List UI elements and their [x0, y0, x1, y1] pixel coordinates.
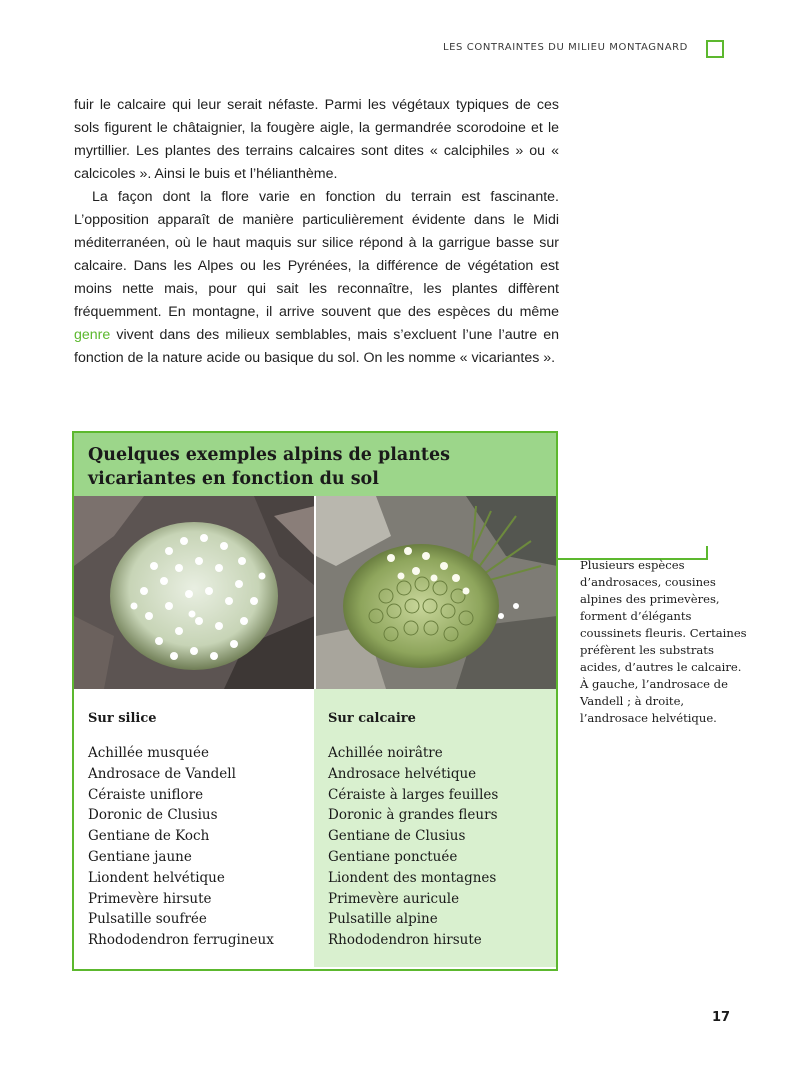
body-text	[74, 94, 559, 370]
running-header: LES CONTRAINTES DU MILIEU MONTAGNARD	[442, 42, 688, 53]
silice-heading: Sur silice	[88, 711, 157, 726]
list-item: Achillée noirâtre	[328, 745, 443, 761]
silice-column	[74, 689, 314, 967]
list-item: Gentiane de Clusius	[328, 828, 466, 845]
list-item: Rhododendron hirsute	[328, 932, 482, 949]
list-item: Liondent des montagnes	[328, 869, 497, 886]
list-item: Primevère auricule	[328, 890, 460, 907]
list-item: Gentiane ponctuée	[328, 848, 458, 865]
paragraph-1: fuir le calcaire qui leur serait néfaste. Parmi les végétaux typiques de ces sols figurent le châtaignier, la fougère aigle, la germandrée scorodoine et le myrtillier. Les plantes des terrains calcaires sont dites « calciphiles » ou « calcicoles ». Ainsi le buis et l’hélianthème.	[74, 97, 559, 182]
list-item: Liondent helvétique	[88, 869, 225, 886]
calcaire-list	[328, 743, 556, 951]
photo-strip	[74, 496, 556, 689]
header-square-ornament	[706, 40, 724, 58]
paragraph-2	[74, 186, 559, 370]
list-item: Androsace de Vandell	[88, 765, 236, 782]
list-item: Doronic à grandes fleurs	[328, 807, 498, 824]
calcaire-heading: Sur calcaire	[328, 711, 416, 726]
list-item: Primevère hirsute	[88, 890, 212, 907]
vicariant-plants-box	[72, 431, 558, 971]
list-item: Gentiane de Koch	[88, 828, 210, 845]
list-item: Céraiste à larges feuilles	[328, 786, 499, 803]
list-item: Androsace helvétique	[328, 765, 477, 782]
list-item: Achillée musquée	[88, 745, 209, 761]
photo-androsace-helvetique	[316, 496, 556, 689]
page-number: 17	[712, 1010, 731, 1025]
paragraph-2-start: La façon dont la flore varie en fonction du terrain est fascinante. L’opposition apparaît de manière particulièrement évidente dans le Midi méditerranéen, où le haut maquis sur silice répond à la garrigue basse sur calcaire. Dans les Alpes ou les Pyrénées, la différence de végétation est moins nette mais, pour qui sait les reconnaître, les plantes diffèrent fréquemment. En montagne, il arrive souvent que des espèces du même	[74, 189, 559, 320]
photo-caption: Plusieurs espèces d’androsaces, cousines alpines des primevères, forment d’élégants coussinets fleuris. Certaines préfèrent les substrats acides, d’autres le calcaire. À gauche, l’androsace de Vandell ; à droite, l’androsace helvétique.	[580, 558, 747, 725]
list-item: Gentiane jaune	[88, 848, 192, 865]
list-item: Céraiste uniflore	[88, 786, 204, 803]
silice-list	[88, 743, 314, 951]
list-item: Pulsatille soufrée	[88, 911, 207, 928]
box-title: Quelques exemples alpins de plantes vicariantes en fonction du sol	[74, 433, 556, 496]
calcaire-column	[314, 689, 556, 967]
species-lists	[74, 689, 556, 967]
list-item: Pulsatille alpine	[328, 911, 438, 928]
photo-androsace-vandell	[74, 496, 314, 689]
glossary-link-genre[interactable]: genre	[74, 327, 111, 343]
list-item: Doronic de Clusius	[88, 807, 218, 824]
paragraph-2-end: vivent dans des milieux semblables, mais s’excluent l’une l’autre en fonction de la nature acide ou basique du sol. On les nomme « vicariantes ».	[74, 327, 559, 366]
list-item: Rhododendron ferrugineux	[88, 932, 274, 949]
